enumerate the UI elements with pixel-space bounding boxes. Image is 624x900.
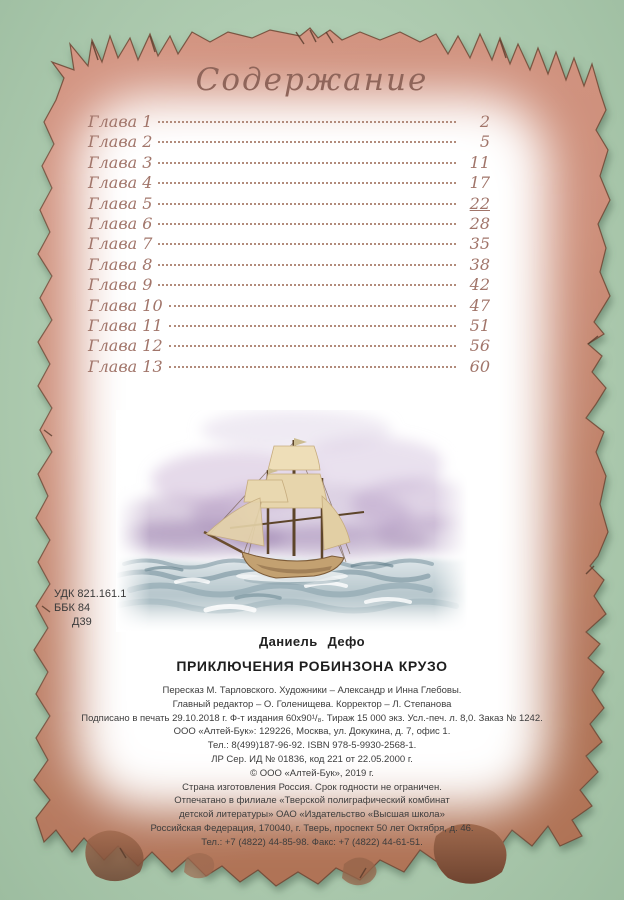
chapter-page-number: 22: [469, 193, 490, 213]
imprint-line: ЛР Сер. ИД № 01836, код 221 от 22.05.2000 г.: [211, 753, 413, 765]
chapter-label: Глава 3: [88, 152, 153, 172]
toc-entry: [88, 214, 490, 234]
chapter-page-number: 47: [469, 295, 490, 315]
leader-dots: [158, 141, 456, 143]
toc-entry: [88, 316, 490, 336]
toc-entry: [88, 336, 490, 356]
imprint-line: Главный редактор – О. Голенищева. Корректор – Л. Степанова: [172, 698, 452, 710]
chapter-label: Глава 4: [88, 173, 153, 193]
chapter-page-number: 5: [479, 132, 490, 152]
leader-dots: [158, 121, 456, 123]
chapter-label: Глава 2: [88, 132, 153, 152]
toc-entry: [88, 234, 490, 254]
imprint-line: детской литературы» ОАО «Издательство «Высшая школа»: [179, 809, 445, 821]
chapter-label: Глава 13: [88, 356, 163, 376]
imprint-line: Тел.: +7 (4822) 44-85-98. Факс: +7 (4822) 44-61-51.: [201, 836, 423, 848]
imprint-block: [0, 684, 624, 850]
imprint-line: Страна изготовления Россия. Срок годности не ограничен.: [182, 781, 442, 793]
imprint-line: Подписано в печать 29.10.2018 г. Ф-т издания 60х90¹/₈. Тираж 15 000 экз. Усл.-печ. л. 8,0. Заказ № 1242.: [81, 712, 543, 724]
chapter-label: Глава 12: [88, 336, 163, 356]
chapter-page-number: 42: [469, 275, 490, 295]
bbk-code: ББК 84: [54, 602, 91, 614]
toc-entry: [88, 112, 490, 132]
toc-entry: [88, 255, 490, 275]
fade-bottom: [116, 606, 468, 632]
chapter-label: Глава 5: [88, 193, 153, 213]
chapter-label: Глава 7: [88, 234, 153, 254]
chapter-page-number: 11: [469, 152, 490, 172]
cataloguing-codes: [54, 587, 126, 629]
chapter-label: Глава 6: [88, 213, 153, 233]
imprint-line: Тел.: 8(499)187-96-92. ISBN 978-5-9930-2568-1.: [207, 740, 417, 752]
chapter-page-number: 2: [479, 112, 490, 131]
leader-dots: [158, 203, 456, 205]
chapter-label: Глава 1: [88, 112, 153, 131]
leader-dots: [158, 182, 456, 184]
leader-dots: [169, 325, 456, 327]
toc-entry: [88, 357, 490, 377]
leader-dots: [158, 162, 456, 164]
author-name: Даниель Дефо: [258, 634, 366, 649]
leader-dots: [169, 305, 456, 307]
toc-entry: [88, 275, 490, 295]
chapter-page-number: 38: [469, 254, 490, 274]
author-code: Д39: [72, 616, 92, 628]
chapter-page-number: 56: [469, 336, 490, 356]
imprint-line: ООО «Алтей-Бук»: 129226, Москва, ул. Докукина, д. 7, офис 1.: [173, 726, 451, 738]
chapter-label: Глава 11: [88, 315, 163, 335]
imprint-line: Отпечатано в филиале «Тверской полиграфический комбинат: [174, 795, 450, 807]
fade-right: [434, 410, 468, 632]
leader-dots: [158, 264, 456, 266]
udk-code: УДК 821.161.1: [54, 588, 127, 600]
chapter-page-number: 28: [469, 213, 490, 233]
leader-dots: [169, 366, 456, 368]
leader-dots: [169, 345, 456, 347]
chapter-page-number: 17: [469, 173, 490, 193]
toc-entry: [88, 296, 490, 316]
toc-entry: [88, 132, 490, 152]
toc-entry: [88, 153, 490, 173]
ship-illustration: [116, 410, 468, 632]
toc-entry: [88, 194, 490, 214]
leader-dots: [158, 284, 456, 286]
chapter-page-number: 51: [469, 315, 490, 335]
chapter-label: Глава 9: [88, 275, 153, 295]
chapter-label: Глава 8: [88, 254, 153, 274]
imprint-line: © ООО «Алтей-Бук», 2019 г.: [250, 767, 374, 779]
leader-dots: [158, 243, 456, 245]
chapter-page-number: 35: [469, 234, 490, 254]
table-of-contents: [88, 112, 490, 377]
toc-entry: [88, 173, 490, 193]
page-title: Содержание: [195, 62, 429, 98]
chapter-page-number: 60: [469, 356, 490, 376]
chapter-label: Глава 10: [88, 295, 163, 315]
leader-dots: [158, 223, 456, 225]
book-title: ПРИКЛЮЧЕНИЯ РОБИНЗОНА КРУЗО: [176, 658, 448, 674]
imprint-line: Российская Федерация, 170040, г. Тверь, проспект 50 лет Октября, д. 46.: [150, 822, 474, 834]
imprint-line: Пересказ М. Тарловского. Художники – Александр и Инна Глебовы.: [162, 685, 462, 696]
